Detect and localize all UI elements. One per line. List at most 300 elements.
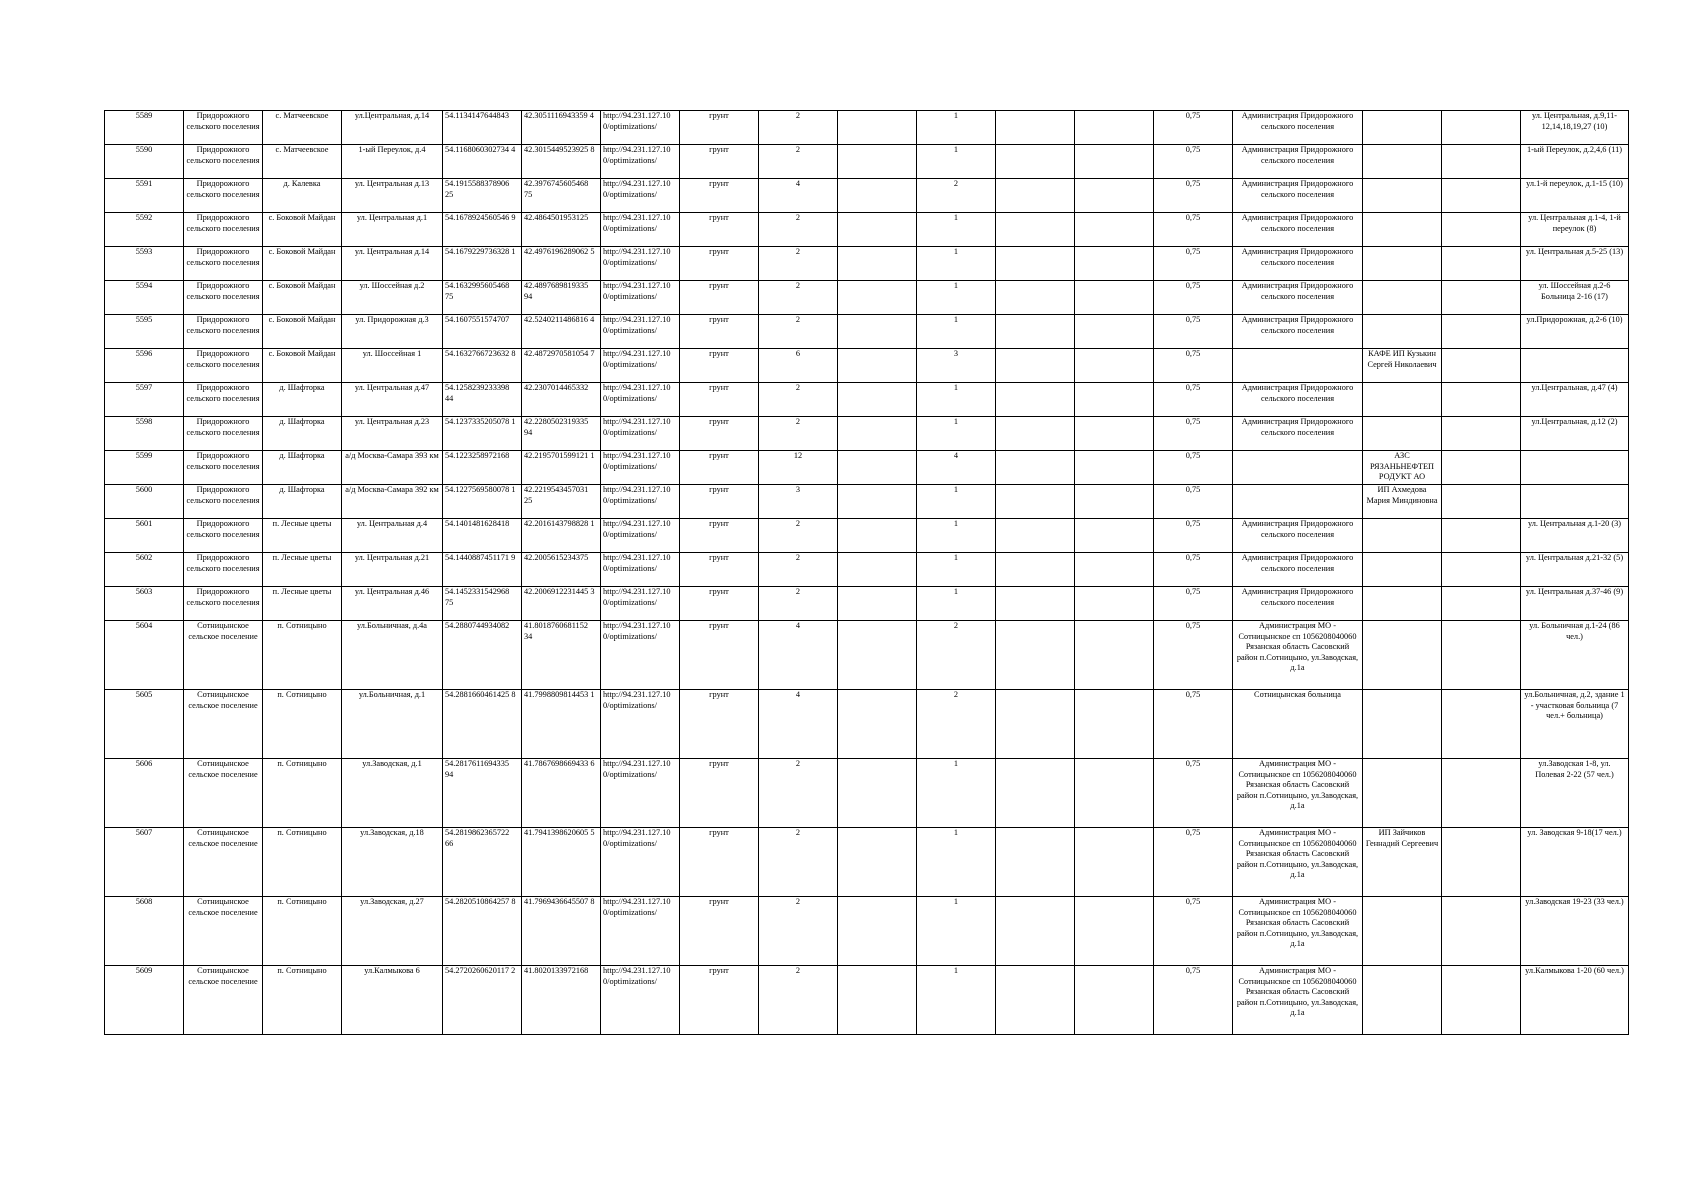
locality-cell: п. Лесные цветы: [263, 587, 342, 621]
address-cell: ул.Центральная, д.14: [342, 111, 443, 145]
map-link-cell: http://94.231.127.10 0/optimizations/: [601, 111, 680, 145]
row-number-cell: 5609: [105, 966, 184, 1035]
owner-cell: Администрация Придорожного сельского поселения: [1233, 179, 1363, 213]
container-volume-cell: 0,75: [1154, 451, 1233, 485]
map-link-cell: http://94.231.127.10 0/optimizations/: [601, 553, 680, 587]
empty-cell: [1442, 451, 1521, 485]
longitude-cell: 42.3051116943359 4: [522, 111, 601, 145]
empty-cell: [996, 111, 1075, 145]
area-cell: 6: [759, 349, 838, 383]
empty-cell: [1075, 383, 1154, 417]
empty-cell: [1442, 690, 1521, 759]
empty-cell: [1442, 383, 1521, 417]
other-owner-cell: [1363, 247, 1442, 281]
container-volume-cell: 0,75: [1154, 281, 1233, 315]
other-owner-cell: [1363, 621, 1442, 690]
longitude-cell: 42.4897689819335 94: [522, 281, 601, 315]
address-cell: 1-ый Переулок, д.4: [342, 145, 443, 179]
latitude-cell: 54.1607551574707: [443, 315, 522, 349]
settlement-cell: Придорожного сельского поселения: [184, 247, 263, 281]
served-addresses-cell: ул. Шоссейная д.2-6 Больница 2-16 (17): [1521, 281, 1629, 315]
container-volume-cell: 0,75: [1154, 485, 1233, 519]
empty-cell: [1075, 349, 1154, 383]
container-count-cell: 2: [917, 690, 996, 759]
latitude-cell: 54.1168060302734 4: [443, 145, 522, 179]
map-link-cell: http://94.231.127.10 0/optimizations/: [601, 451, 680, 485]
container-volume-cell: 0,75: [1154, 519, 1233, 553]
longitude-cell: 42.2016143798828 1: [522, 519, 601, 553]
served-addresses-cell: ул.Центральная, д.47 (4): [1521, 383, 1629, 417]
settlement-cell: Сотницынское сельское поселение: [184, 828, 263, 897]
container-count-cell: 1: [917, 759, 996, 828]
address-cell: ул. Центральная д.13: [342, 179, 443, 213]
table-row: [105, 383, 1629, 417]
map-link-cell: http://94.231.127.10 0/optimizations/: [601, 621, 680, 690]
map-link-cell: http://94.231.127.10 0/optimizations/: [601, 349, 680, 383]
empty-cell: [1442, 553, 1521, 587]
container-count-cell: 1: [917, 828, 996, 897]
container-volume-cell: 0,75: [1154, 111, 1233, 145]
other-owner-cell: [1363, 759, 1442, 828]
area-cell: 2: [759, 519, 838, 553]
surface-type-cell: грунт: [680, 213, 759, 247]
table-row: [105, 281, 1629, 315]
table-row: [105, 417, 1629, 451]
surface-type-cell: грунт: [680, 587, 759, 621]
empty-cell: [838, 966, 917, 1035]
empty-cell: [1075, 828, 1154, 897]
empty-cell: [1075, 213, 1154, 247]
address-cell: ул. Придорожная д.3: [342, 315, 443, 349]
longitude-cell: 42.4864501953125: [522, 213, 601, 247]
container-count-cell: 1: [917, 213, 996, 247]
owner-cell: [1233, 349, 1363, 383]
registry-table: [104, 110, 1629, 1035]
address-cell: ул.Заводская, д.1: [342, 759, 443, 828]
surface-type-cell: грунт: [680, 966, 759, 1035]
empty-cell: [1075, 966, 1154, 1035]
served-addresses-cell: ул. Центральная д.1-20 (3): [1521, 519, 1629, 553]
area-cell: 2: [759, 315, 838, 349]
table-row: [105, 519, 1629, 553]
other-owner-cell: [1363, 690, 1442, 759]
latitude-cell: 54.2817611694335 94: [443, 759, 522, 828]
empty-cell: [1075, 417, 1154, 451]
surface-type-cell: грунт: [680, 111, 759, 145]
surface-type-cell: грунт: [680, 451, 759, 485]
empty-cell: [838, 383, 917, 417]
container-count-cell: 2: [917, 179, 996, 213]
table-row: [105, 213, 1629, 247]
area-cell: 12: [759, 451, 838, 485]
row-number-cell: 5599: [105, 451, 184, 485]
address-cell: ул. Шоссейная д.2: [342, 281, 443, 315]
address-cell: ул. Центральная д.21: [342, 553, 443, 587]
empty-cell: [838, 111, 917, 145]
address-cell: ул.Заводская, д.27: [342, 897, 443, 966]
area-cell: 2: [759, 897, 838, 966]
map-link-cell: http://94.231.127.10 0/optimizations/: [601, 281, 680, 315]
longitude-cell: 42.4976196289062 5: [522, 247, 601, 281]
served-addresses-cell: 1-ый Переулок, д.2,4,6 (11): [1521, 145, 1629, 179]
settlement-cell: Придорожного сельского поселения: [184, 417, 263, 451]
empty-cell: [838, 690, 917, 759]
address-cell: ул. Центральная д.1: [342, 213, 443, 247]
empty-cell: [996, 349, 1075, 383]
owner-cell: [1233, 485, 1363, 519]
row-number-cell: 5602: [105, 553, 184, 587]
empty-cell: [838, 281, 917, 315]
empty-cell: [1442, 111, 1521, 145]
surface-type-cell: грунт: [680, 315, 759, 349]
locality-cell: д. Шафторка: [263, 451, 342, 485]
empty-cell: [838, 417, 917, 451]
empty-cell: [1442, 897, 1521, 966]
empty-cell: [838, 828, 917, 897]
empty-cell: [1442, 828, 1521, 897]
settlement-cell: Придорожного сельского поселения: [184, 213, 263, 247]
empty-cell: [1442, 281, 1521, 315]
latitude-cell: 54.2820510864257 8: [443, 897, 522, 966]
surface-type-cell: грунт: [680, 349, 759, 383]
row-number-cell: 5590: [105, 145, 184, 179]
latitude-cell: 54.1678924560546 9: [443, 213, 522, 247]
longitude-cell: 42.4872970581054 7: [522, 349, 601, 383]
empty-cell: [996, 417, 1075, 451]
latitude-cell: 54.1401481628418: [443, 519, 522, 553]
area-cell: 4: [759, 690, 838, 759]
locality-cell: с. Матчеевское: [263, 145, 342, 179]
other-owner-cell: [1363, 145, 1442, 179]
settlement-cell: Придорожного сельского поселения: [184, 179, 263, 213]
surface-type-cell: грунт: [680, 247, 759, 281]
row-number-cell: 5604: [105, 621, 184, 690]
locality-cell: п. Сотницыно: [263, 828, 342, 897]
served-addresses-cell: ул.Заводская 1-8, ул. Полевая 2-22 (57 чел.): [1521, 759, 1629, 828]
area-cell: 2: [759, 759, 838, 828]
latitude-cell: 54.2881660461425 8: [443, 690, 522, 759]
container-volume-cell: 0,75: [1154, 587, 1233, 621]
empty-cell: [1442, 213, 1521, 247]
empty-cell: [838, 247, 917, 281]
table-row: [105, 621, 1629, 690]
surface-type-cell: грунт: [680, 519, 759, 553]
empty-cell: [996, 179, 1075, 213]
locality-cell: с. Боковой Майдан: [263, 281, 342, 315]
surface-type-cell: грунт: [680, 417, 759, 451]
map-link-cell: http://94.231.127.10 0/optimizations/: [601, 213, 680, 247]
area-cell: 2: [759, 587, 838, 621]
settlement-cell: Придорожного сельского поселения: [184, 519, 263, 553]
empty-cell: [1442, 587, 1521, 621]
surface-type-cell: грунт: [680, 383, 759, 417]
container-count-cell: 4: [917, 451, 996, 485]
container-count-cell: 2: [917, 621, 996, 690]
table-row: [105, 179, 1629, 213]
longitude-cell: 42.3976745605468 75: [522, 179, 601, 213]
owner-cell: Администрация Придорожного сельского поселения: [1233, 213, 1363, 247]
other-owner-cell: [1363, 553, 1442, 587]
empty-cell: [1075, 111, 1154, 145]
latitude-cell: 54.1915588378906 25: [443, 179, 522, 213]
surface-type-cell: грунт: [680, 828, 759, 897]
container-count-cell: 1: [917, 111, 996, 145]
served-addresses-cell: ул. Центральная д.5-25 (13): [1521, 247, 1629, 281]
locality-cell: с. Боковой Майдан: [263, 349, 342, 383]
owner-cell: Администрация Придорожного сельского поселения: [1233, 315, 1363, 349]
empty-cell: [838, 587, 917, 621]
latitude-cell: 54.2819862365722 66: [443, 828, 522, 897]
settlement-cell: Сотницынское сельское поселение: [184, 966, 263, 1035]
other-owner-cell: АЗС РЯЗАНЬНЕФТЕП РОДУКТ АО: [1363, 451, 1442, 485]
served-addresses-cell: ул. Больничная д.1-24 (86 чел.): [1521, 621, 1629, 690]
map-link-cell: http://94.231.127.10 0/optimizations/: [601, 759, 680, 828]
empty-cell: [996, 247, 1075, 281]
served-addresses-cell: ул. Центральная, д.9,11-12,14,18,19,27 (10): [1521, 111, 1629, 145]
other-owner-cell: [1363, 213, 1442, 247]
latitude-cell: 54.1258239233398 44: [443, 383, 522, 417]
table-row: [105, 485, 1629, 519]
row-number-cell: 5595: [105, 315, 184, 349]
container-volume-cell: 0,75: [1154, 553, 1233, 587]
map-link-cell: http://94.231.127.10 0/optimizations/: [601, 179, 680, 213]
empty-cell: [1442, 145, 1521, 179]
container-count-cell: 3: [917, 349, 996, 383]
container-count-cell: 1: [917, 247, 996, 281]
row-number-cell: 5597: [105, 383, 184, 417]
served-addresses-cell: ул.1-й переулок, д.1-15 (10): [1521, 179, 1629, 213]
longitude-cell: 42.2219543457031 25: [522, 485, 601, 519]
container-volume-cell: 0,75: [1154, 383, 1233, 417]
container-volume-cell: 0,75: [1154, 417, 1233, 451]
owner-cell: Администрация МО - Сотницынское сп 1056208040060 Рязанская область Сасовский район п.Сотницыно, ул.Заводская, д.1а: [1233, 897, 1363, 966]
served-addresses-cell: [1521, 349, 1629, 383]
empty-cell: [996, 281, 1075, 315]
surface-type-cell: грунт: [680, 145, 759, 179]
area-cell: 2: [759, 247, 838, 281]
longitude-cell: 42.2280502319335 94: [522, 417, 601, 451]
empty-cell: [1075, 485, 1154, 519]
empty-cell: [996, 315, 1075, 349]
other-owner-cell: [1363, 417, 1442, 451]
owner-cell: Администрация МО - Сотницынское сп 1056208040060 Рязанская область Сасовский район п.Сотницыно, ул.Заводская, д.1а: [1233, 828, 1363, 897]
table-row: [105, 349, 1629, 383]
area-cell: 2: [759, 213, 838, 247]
empty-cell: [1075, 759, 1154, 828]
container-count-cell: 1: [917, 485, 996, 519]
area-cell: 2: [759, 281, 838, 315]
container-count-cell: 1: [917, 315, 996, 349]
empty-cell: [1075, 145, 1154, 179]
longitude-cell: 41.7867698669433 6: [522, 759, 601, 828]
owner-cell: Администрация Придорожного сельского поселения: [1233, 519, 1363, 553]
empty-cell: [1442, 966, 1521, 1035]
table-row: [105, 145, 1629, 179]
locality-cell: д. Шафторка: [263, 417, 342, 451]
served-addresses-cell: ул.Калмыкова 1-20 (60 чел.): [1521, 966, 1629, 1035]
locality-cell: п. Сотницыно: [263, 897, 342, 966]
owner-cell: Администрация МО - Сотницынское сп 1056208040060 Рязанская область Сасовский район п.Сотницыно, ул.Заводская, д.1а: [1233, 621, 1363, 690]
other-owner-cell: [1363, 966, 1442, 1035]
address-cell: ул. Центральная д.14: [342, 247, 443, 281]
owner-cell: Администрация Придорожного сельского поселения: [1233, 247, 1363, 281]
served-addresses-cell: ул. Центральная д.21-32 (5): [1521, 553, 1629, 587]
served-addresses-cell: ул. Центральная д.1-4, 1-й переулок (8): [1521, 213, 1629, 247]
container-count-cell: 1: [917, 587, 996, 621]
latitude-cell: 54.1632766723632 8: [443, 349, 522, 383]
row-number-cell: 5605: [105, 690, 184, 759]
other-owner-cell: ИП Ахмедова Мария Миндиновна: [1363, 485, 1442, 519]
empty-cell: [1075, 179, 1154, 213]
settlement-cell: Придорожного сельского поселения: [184, 553, 263, 587]
latitude-cell: 54.1134147644843: [443, 111, 522, 145]
row-number-cell: 5589: [105, 111, 184, 145]
locality-cell: д. Шафторка: [263, 485, 342, 519]
area-cell: 2: [759, 111, 838, 145]
address-cell: а/д Москва-Самара 392 км: [342, 485, 443, 519]
empty-cell: [996, 897, 1075, 966]
settlement-cell: Придорожного сельского поселения: [184, 281, 263, 315]
container-volume-cell: 0,75: [1154, 690, 1233, 759]
area-cell: 2: [759, 383, 838, 417]
empty-cell: [1075, 690, 1154, 759]
empty-cell: [838, 349, 917, 383]
table-row: [105, 315, 1629, 349]
empty-cell: [996, 621, 1075, 690]
address-cell: ул. Центральная д.4: [342, 519, 443, 553]
map-link-cell: http://94.231.127.10 0/optimizations/: [601, 897, 680, 966]
surface-type-cell: грунт: [680, 621, 759, 690]
settlement-cell: Сотницынское сельское поселение: [184, 621, 263, 690]
latitude-cell: 54.1452331542968 75: [443, 587, 522, 621]
address-cell: ул. Шоссейная 1: [342, 349, 443, 383]
container-volume-cell: 0,75: [1154, 213, 1233, 247]
other-owner-cell: [1363, 315, 1442, 349]
other-owner-cell: КАФЕ ИП Кузькин Сергей Николаевич: [1363, 349, 1442, 383]
other-owner-cell: ИП Зайчиков Геннадий Сергеевич: [1363, 828, 1442, 897]
owner-cell: Администрация Придорожного сельского поселения: [1233, 417, 1363, 451]
address-cell: ул. Центральная д.46: [342, 587, 443, 621]
owner-cell: Администрация Придорожного сельского поселения: [1233, 281, 1363, 315]
longitude-cell: 41.7969436645507 8: [522, 897, 601, 966]
empty-cell: [1442, 519, 1521, 553]
owner-cell: [1233, 451, 1363, 485]
settlement-cell: Придорожного сельского поселения: [184, 451, 263, 485]
surface-type-cell: грунт: [680, 759, 759, 828]
table-row: [105, 759, 1629, 828]
empty-cell: [996, 213, 1075, 247]
area-cell: 2: [759, 553, 838, 587]
longitude-cell: 41.7998809814453 1: [522, 690, 601, 759]
locality-cell: д. Калевка: [263, 179, 342, 213]
owner-cell: Сотницынская больница: [1233, 690, 1363, 759]
locality-cell: с. Боковой Майдан: [263, 247, 342, 281]
table-row: [105, 553, 1629, 587]
locality-cell: п. Сотницыно: [263, 690, 342, 759]
latitude-cell: 54.1440887451171 9: [443, 553, 522, 587]
empty-cell: [1442, 485, 1521, 519]
table-row: [105, 828, 1629, 897]
empty-cell: [996, 759, 1075, 828]
owner-cell: Администрация Придорожного сельского поселения: [1233, 145, 1363, 179]
owner-cell: Администрация МО - Сотницынское сп 1056208040060 Рязанская область Сасовский район п.Сотницыно, ул.Заводская, д.1а: [1233, 759, 1363, 828]
locality-cell: п. Лесные цветы: [263, 519, 342, 553]
empty-cell: [838, 485, 917, 519]
empty-cell: [1442, 621, 1521, 690]
served-addresses-cell: [1521, 485, 1629, 519]
container-volume-cell: 0,75: [1154, 349, 1233, 383]
map-link-cell: http://94.231.127.10 0/optimizations/: [601, 383, 680, 417]
empty-cell: [838, 213, 917, 247]
map-link-cell: http://94.231.127.10 0/optimizations/: [601, 690, 680, 759]
map-link-cell: http://94.231.127.10 0/optimizations/: [601, 966, 680, 1035]
row-number-cell: 5601: [105, 519, 184, 553]
empty-cell: [838, 315, 917, 349]
container-count-cell: 1: [917, 281, 996, 315]
latitude-cell: 54.1237335205078 1: [443, 417, 522, 451]
empty-cell: [996, 451, 1075, 485]
surface-type-cell: грунт: [680, 553, 759, 587]
container-volume-cell: 0,75: [1154, 966, 1233, 1035]
area-cell: 2: [759, 145, 838, 179]
row-number-cell: 5600: [105, 485, 184, 519]
settlement-cell: Придорожного сельского поселения: [184, 383, 263, 417]
empty-cell: [838, 897, 917, 966]
container-volume-cell: 0,75: [1154, 247, 1233, 281]
other-owner-cell: [1363, 281, 1442, 315]
empty-cell: [996, 828, 1075, 897]
other-owner-cell: [1363, 111, 1442, 145]
area-cell: 2: [759, 417, 838, 451]
container-volume-cell: 0,75: [1154, 759, 1233, 828]
row-number-cell: 5603: [105, 587, 184, 621]
empty-cell: [1075, 897, 1154, 966]
empty-cell: [1075, 519, 1154, 553]
area-cell: 2: [759, 966, 838, 1035]
empty-cell: [1442, 417, 1521, 451]
area-cell: 4: [759, 179, 838, 213]
served-addresses-cell: ул.Заводская 19-23 (33 чел.): [1521, 897, 1629, 966]
address-cell: ул.Больничная, д.1: [342, 690, 443, 759]
longitude-cell: 42.2005615234375: [522, 553, 601, 587]
longitude-cell: 42.2006912231445 3: [522, 587, 601, 621]
map-link-cell: http://94.231.127.10 0/optimizations/: [601, 485, 680, 519]
empty-cell: [1075, 281, 1154, 315]
table-row: [105, 897, 1629, 966]
empty-cell: [996, 145, 1075, 179]
locality-cell: с. Боковой Майдан: [263, 315, 342, 349]
area-cell: 4: [759, 621, 838, 690]
other-owner-cell: [1363, 519, 1442, 553]
surface-type-cell: грунт: [680, 281, 759, 315]
row-number-cell: 5593: [105, 247, 184, 281]
row-number-cell: 5598: [105, 417, 184, 451]
container-volume-cell: 0,75: [1154, 621, 1233, 690]
longitude-cell: 42.2307014465332: [522, 383, 601, 417]
container-volume-cell: 0,75: [1154, 315, 1233, 349]
settlement-cell: Придорожного сельского поселения: [184, 349, 263, 383]
empty-cell: [1442, 349, 1521, 383]
empty-cell: [838, 145, 917, 179]
locality-cell: п. Сотницыно: [263, 621, 342, 690]
surface-type-cell: грунт: [680, 690, 759, 759]
empty-cell: [1075, 621, 1154, 690]
locality-cell: д. Шафторка: [263, 383, 342, 417]
container-count-cell: 1: [917, 145, 996, 179]
row-number-cell: 5596: [105, 349, 184, 383]
empty-cell: [1075, 315, 1154, 349]
empty-cell: [1442, 759, 1521, 828]
